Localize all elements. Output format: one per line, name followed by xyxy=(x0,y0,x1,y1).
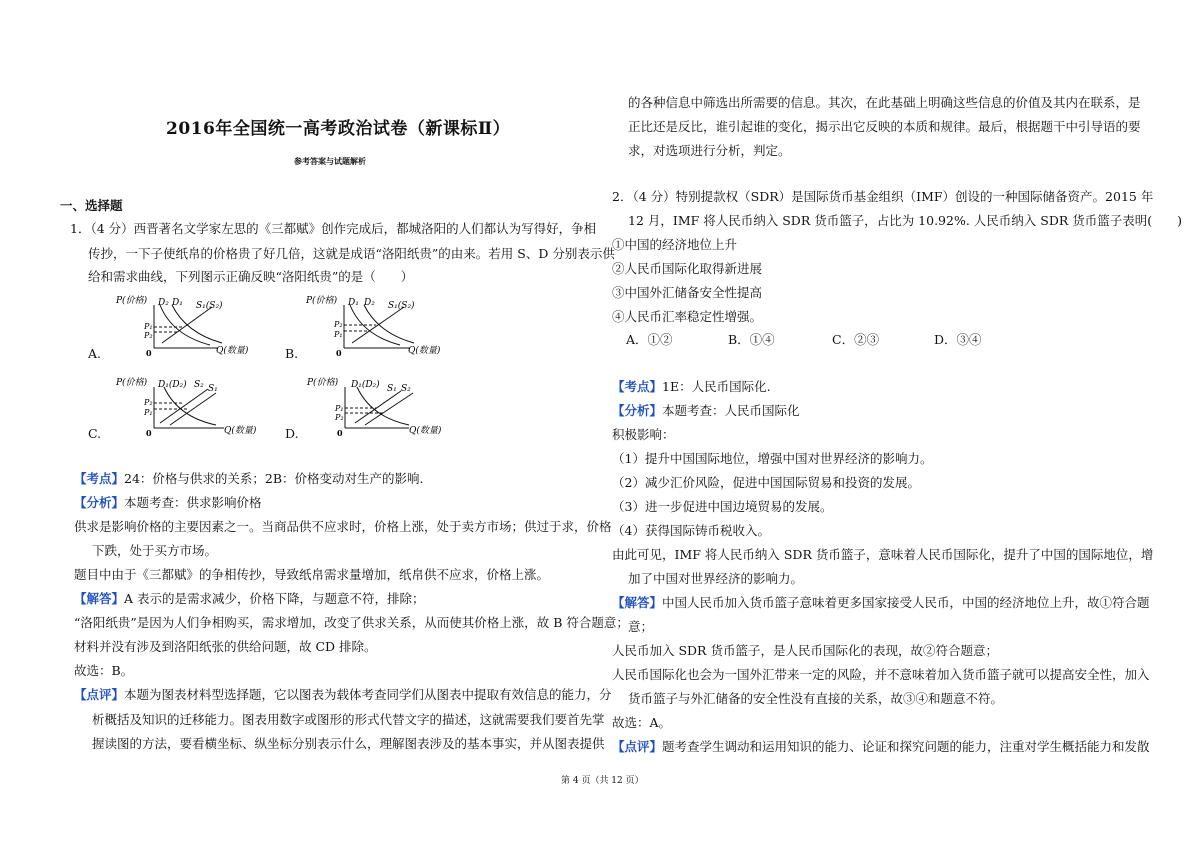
cont-line-1: 的各种信息中筛选出所需要的信息。其次，在此基础上明确这些信息的价值及其内在联系，是 xyxy=(628,95,1141,110)
q2-kaodian-tag: 【考点】 xyxy=(612,379,663,394)
q1-analysis-3: 题目中由于《三都赋》的争相传抄，导致纸帛需求量增加，纸帛供不应求，价格上涨。 xyxy=(74,567,550,582)
svg-text:P₂: P₂ xyxy=(144,398,153,407)
q1-kaodian xyxy=(74,470,424,488)
graph-d-xlabel: Q(数量) xyxy=(409,426,442,436)
q2-jieda-2: 意； xyxy=(628,619,654,634)
section-heading: 一、选择题 xyxy=(60,198,123,213)
page-footer: 第 4 页（共 12 页） xyxy=(561,776,644,786)
q1-line-1: 1．（4 分）西晋著名文学家左思的《三都赋》创作完成后，都城洛阳的人们都认为写得好，争相 xyxy=(70,221,597,236)
svg-text:0: 0 xyxy=(146,348,152,358)
page-subtitle: 参考答案与试题解析 xyxy=(294,156,366,166)
q2-statement-4: ④人民币汇率稳定性增强。 xyxy=(612,309,763,324)
q2-dianping xyxy=(612,738,1150,756)
q1-fenxi xyxy=(74,494,262,512)
q2-kaodian xyxy=(612,378,771,396)
q2-dianping-text: 题考查学生调动和运用知识的能力、论证和探究问题的能力，注重对学生概括能力和发散 xyxy=(662,739,1150,754)
q2-choice-c: C．②③ xyxy=(832,332,880,347)
q2-effect-6: 加了中国对世界经济的影响力。 xyxy=(628,571,804,586)
q2-effect-2: （2）减少汇价风险，促进中国国际贸易和投资的发展。 xyxy=(612,475,920,490)
svg-text:D₁(D₂): D₁(D₂) xyxy=(351,380,380,390)
graph-a xyxy=(112,293,262,358)
q1-answer-1: “洛阳纸贵”是因为人们争相购买，需求增加，改变了供求关系，从而使其价格上涨，故 B 符合题意； xyxy=(74,615,629,630)
graph-a-ylabel: P(价格) xyxy=(116,296,148,306)
svg-text:S₁: S₁ xyxy=(208,384,218,394)
svg-text:D₁: D₁ xyxy=(172,298,183,308)
graph-c xyxy=(112,375,262,437)
svg-text:P₂: P₂ xyxy=(335,413,344,422)
q2-statement-3: ③中国外汇储备安全性提高 xyxy=(612,285,763,300)
q2-effect-3: （3）进一步促进中国边境贸易的发展。 xyxy=(612,499,833,514)
q2-effect-4: （4）获得国际铸币税收入。 xyxy=(612,523,770,538)
svg-text:P₁: P₁ xyxy=(334,330,343,339)
q1-analysis-2: 下跌，处于买方市场。 xyxy=(92,543,218,558)
option-c-label: C. xyxy=(88,426,102,441)
graph-b xyxy=(302,293,462,358)
kaodian-tag: 【考点】 xyxy=(74,471,125,486)
dianping-tag: 【点评】 xyxy=(74,687,125,702)
graph-b-ylabel: P(价格) xyxy=(306,296,338,306)
q2-kaodian-text: 1E：人民币国际化. xyxy=(662,379,771,394)
page-title: 2016年全国统一高考政治试卷（新课标Ⅱ） xyxy=(166,119,511,139)
jieda-tag: 【解答】 xyxy=(74,591,125,606)
q2-jieda-tag: 【解答】 xyxy=(612,595,663,610)
q2-jieda-5: 货币篮子与外汇储备的安全性没有直接的关系，故③④和题意不符。 xyxy=(628,691,1004,706)
graph-a-xlabel: Q(数量) xyxy=(216,346,249,356)
svg-text:0: 0 xyxy=(337,428,343,437)
graph-d xyxy=(305,375,465,437)
q1-analysis-1: 供求是影响价格的主要因素之一。当商品供不应求时，价格上涨，处于卖方市场；供过于求，价格 xyxy=(74,519,612,534)
svg-text:S₂: S₂ xyxy=(401,384,411,394)
q1-answer-2: 材料并没有涉及到洛阳纸张的供给问题，故 CD 排除。 xyxy=(74,639,377,654)
q1-line-2: 传抄，一下子使纸帛的价格贵了好几倍，这就是成语“洛阳纸贵”的由来。若用 S、D 分别表示供 xyxy=(88,246,615,261)
graph-c-xlabel: Q(数量) xyxy=(224,426,257,436)
option-a-label: A. xyxy=(88,346,102,361)
cont-line-3: 求，对选项进行分析，判定。 xyxy=(628,143,791,158)
kaodian-text: 24：价格与供求的关系；2B：价格变动对生产的影响. xyxy=(124,471,424,486)
q2-choice-b: B．①④ xyxy=(728,332,775,347)
svg-text:D₂: D₂ xyxy=(158,298,169,308)
q2-jieda xyxy=(612,594,1150,612)
svg-text:P₁: P₁ xyxy=(144,322,153,331)
dianping-text: 本题为图表材料型选择题，它以图表为载体考查同学们从图表中提取有效信息的能力，分 xyxy=(124,687,612,702)
jieda-text: A 表示的是需求减少，价格下降，与题意不符，排除； xyxy=(124,591,425,606)
graph-b-xlabel: Q(数量) xyxy=(408,346,441,356)
graph-a-s-curve xyxy=(162,307,212,343)
q2-fenxi xyxy=(612,402,800,420)
q2-fenxi-tag: 【分析】 xyxy=(612,403,663,418)
q1-dianping-3: 握读图的方法，要看横坐标、纵坐标分别表示什么，理解图表涉及的基本事实，并从图表提供 xyxy=(92,736,605,751)
q2-jieda-6: 故选：A。 xyxy=(612,715,672,730)
q2-choice-a: A．①② xyxy=(626,332,673,347)
svg-text:0: 0 xyxy=(146,428,152,437)
q2-statement-2: ②人民币国际化取得新进展 xyxy=(612,261,763,276)
q2-jieda-4: 人民币国际化也会为一国外汇带来一定的风险，并不意味着加入货币篮子就可以提高安全性，加入 xyxy=(612,667,1150,682)
svg-text:S₂: S₂ xyxy=(194,380,204,390)
svg-text:S₁: S₁ xyxy=(387,384,397,394)
fenxi-text: 本题考查：供求影响价格 xyxy=(124,495,262,510)
q1-dianping xyxy=(74,686,612,704)
svg-text:D₁: D₁ xyxy=(348,298,359,308)
option-d-label: D. xyxy=(285,426,299,441)
svg-text:0: 0 xyxy=(336,348,342,358)
q1-dianping-2: 析概括及知识的迁移能力。图表用数字或图形的形式代替文字的描述，这就需要我们要首先掌 xyxy=(92,712,605,727)
svg-text:D₁(D₂): D₁(D₂) xyxy=(158,380,187,390)
q2-jieda-3: 人民币加入 SDR 货币篮子，是人民币国际化的表现，故②符合题意； xyxy=(612,643,998,658)
q2-choice-d: D．③④ xyxy=(934,332,982,347)
svg-text:P₂: P₂ xyxy=(144,331,153,340)
svg-text:S₁(S₂): S₁(S₂) xyxy=(388,301,415,311)
fenxi-tag: 【分析】 xyxy=(74,495,125,510)
svg-text:P₁: P₁ xyxy=(144,408,153,417)
q2-line-2: 12 月，IMF 将人民币纳入 SDR 货币篮子，占比为 10.92%. 人民币纳入 SDR 货币篮子表明( ) xyxy=(628,213,1182,228)
cont-line-2: 正比还是反比，谁引起谁的变化，揭示出它反映的本质和规律。最后，根据题干中引导语的要 xyxy=(628,119,1141,134)
graph-d-ylabel: P(价格) xyxy=(307,378,339,388)
svg-text:P₁: P₁ xyxy=(335,404,344,413)
q2-effect-1: （1）提升中国国际地位，增强中国对世界经济的影响力。 xyxy=(612,451,933,466)
q2-line-1: 2．（4 分）特别提款权（SDR）是国际货币基金组织（IMF）创设的一种国际储备资产。2015 年 xyxy=(612,189,1154,204)
svg-text:P₂: P₂ xyxy=(334,320,343,329)
svg-text:S₁(S₂): S₁(S₂) xyxy=(196,301,223,311)
q1-answer-3: 故选：B。 xyxy=(74,663,134,678)
q2-effect-5: 由此可见，IMF 将人民币纳入 SDR 货币篮子，意味着人民币国际化，提升了中国的国际地位，增 xyxy=(612,547,1154,562)
option-b-label: B. xyxy=(285,346,299,361)
q2-dianping-tag: 【点评】 xyxy=(612,739,663,754)
svg-text:D₂: D₂ xyxy=(364,298,375,308)
q1-jieda xyxy=(74,590,425,608)
q2-jieda-text: 中国人民币加入货币篮子意味着更多国家接受人民币，中国的经济地位上升，故①符合题 xyxy=(662,595,1150,610)
q2-statement-1: ①中国的经济地位上升 xyxy=(612,237,738,252)
q2-fenxi-text: 本题考查：人民币国际化 xyxy=(662,403,800,418)
graph-c-ylabel: P(价格) xyxy=(116,378,148,388)
q1-line-3: 给和需求曲线，下列图示正确反映“洛阳纸贵”的是（ ） xyxy=(88,269,414,284)
q2-effect-0: 积极影响： xyxy=(612,427,675,442)
